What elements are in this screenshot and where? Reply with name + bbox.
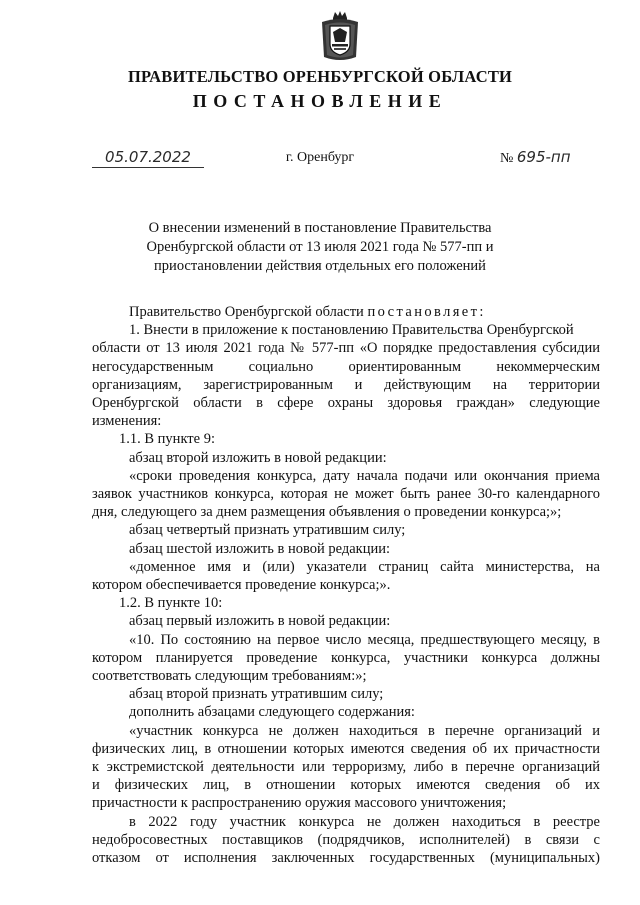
- document-date: 05.07.2022: [92, 148, 204, 168]
- document-subject: [80, 219, 560, 276]
- subject-line: приостановлении действия отдельных его положений: [154, 258, 486, 274]
- text-line: соответствовать следующим требованиям:»;: [92, 668, 367, 685]
- government-title: ПРАВИТЕЛЬСТВО ОРЕНБУРГСКОЙ ОБЛАСТИ: [127, 67, 513, 86]
- text-line: к экстремистской деятельности или терроризму, либо в перечне организаций: [92, 759, 600, 776]
- subpoint-1-2: 1.2. В пункте 10:: [119, 595, 223, 612]
- text-line: и физических лиц, в отношении которых имеются сведения об их: [92, 777, 600, 794]
- quote-block-5: [92, 813, 600, 868]
- text-line: 1. Внести в приложение к постановлению Правительства Оренбургской: [129, 322, 574, 339]
- document-body: [92, 303, 600, 867]
- instruction-line: абзац первый изложить в новой редакции:: [129, 613, 391, 630]
- document-city: г. Оренбург: [285, 150, 355, 165]
- text-line: «участник конкурса не должен находиться в перечне организаций и: [129, 722, 600, 739]
- number-value: 695-пп: [516, 148, 571, 166]
- text-line: организациям, зарегистрированным и действующим на территории: [92, 376, 600, 393]
- text-line: «10. По состоянию на первое число месяца, предшествующего месяцу, в: [129, 631, 600, 648]
- text-line: изменения:: [92, 413, 162, 430]
- instruction-line: абзац второй изложить в новой редакции:: [129, 449, 387, 466]
- document-type: ПОСТАНОВЛЕНИЕ: [192, 91, 448, 111]
- subject-line: О внесении изменений в постановление Правительства: [148, 220, 492, 236]
- text-line: Оренбургской области в сфере охраны здоровья граждан» следующие: [92, 395, 600, 412]
- text-line: негосударственным социально ориентированным некоммерческим: [92, 358, 600, 375]
- text-line: недобросовестных поставщиков (подрядчиков, исполнителей) в связи с: [92, 831, 600, 848]
- text-line: отказом от исполнения заключенных государственных (муниципальных): [92, 850, 600, 867]
- subpoint-1-1: 1.1. В пункте 9:: [119, 431, 215, 448]
- coat-of-arms-icon: [319, 10, 361, 62]
- instruction-line: абзац четвертый признать утратившим силу;: [129, 522, 406, 539]
- text-line: причастности к распространению оружия массового уничтожения;: [92, 795, 507, 812]
- intro-lead: Правительство Оренбургской области: [129, 304, 364, 320]
- text-line: в 2022 году участник конкурса не должен находиться в реестре: [129, 813, 600, 830]
- quote-block-1: [92, 467, 600, 522]
- subject-line: Оренбургской области от 13 июля 2021 года № 577-пп и: [146, 239, 494, 255]
- intro-decree: постановляет:: [367, 304, 486, 320]
- instruction-line: дополнить абзацами следующего содержания:: [129, 704, 415, 721]
- text-line: котором планируется проведение конкурса, участники конкурса должны: [92, 649, 600, 666]
- instruction-line: абзац шестой изложить в новой редакции:: [129, 540, 391, 557]
- document-number: [500, 148, 571, 167]
- instruction-line: абзац второй признать утратившим силу;: [129, 686, 384, 703]
- text-line: «доменное имя и (или) указатели страниц сайта министерства, на: [129, 558, 600, 575]
- quote-block-4: [92, 722, 600, 813]
- text-line: дня, следующего за днем размещения объявления о проведении конкурса;»;: [92, 504, 562, 521]
- text-line: физических лиц, в отношении которых имеются сведения об их причастности: [92, 740, 600, 757]
- intro-paragraph: [92, 303, 600, 321]
- text-line: заявок участников конкурса, которая не может быть ранее 30-го календарного: [92, 486, 600, 503]
- quote-block-2: [92, 558, 600, 594]
- text-line: «сроки проведения конкурса, дату начала подачи или окончания приема: [129, 467, 600, 484]
- text-line: котором обеспечивается проведение конкурса;».: [92, 577, 391, 594]
- text-line: области от 13 июля 2021 года № 577-пп «О порядке предоставления субсидии: [92, 340, 600, 357]
- number-prefix: №: [500, 151, 514, 166]
- quote-block-3: [92, 631, 600, 686]
- paragraph-1: [92, 321, 600, 430]
